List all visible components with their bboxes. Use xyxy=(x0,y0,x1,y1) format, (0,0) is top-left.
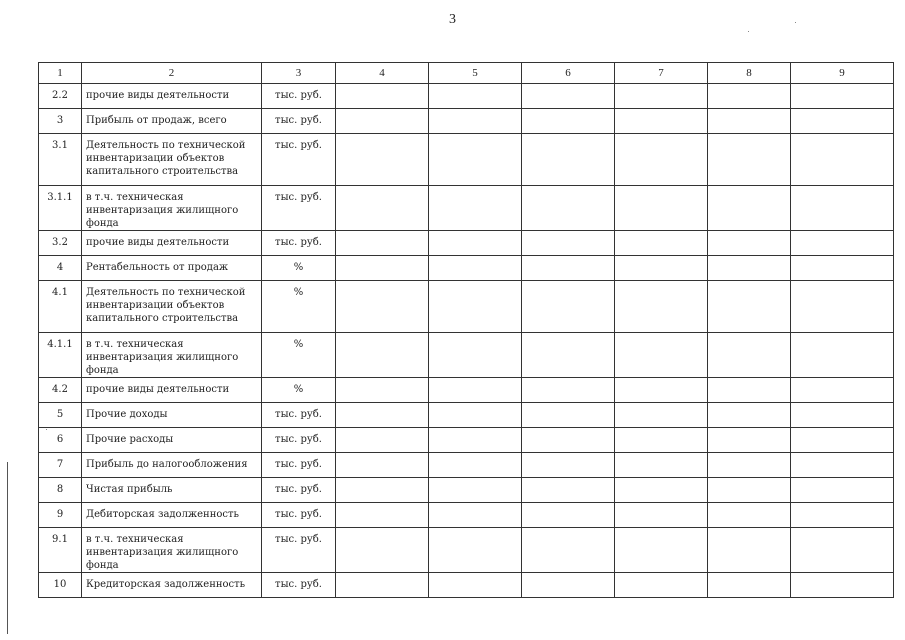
row-indicator-name: Чистая прибыль xyxy=(82,478,262,503)
value-cell-col-9 xyxy=(791,528,894,573)
row-unit: тыс. руб. xyxy=(262,528,336,573)
value-cell-col-6 xyxy=(522,109,615,134)
value-cell-col-7 xyxy=(615,403,708,428)
row-number: 4.2 xyxy=(39,378,82,403)
value-cell-col-8 xyxy=(708,333,791,378)
row-number: 3.1.1 xyxy=(39,186,82,231)
value-cell-col-8 xyxy=(708,256,791,281)
value-cell-col-8 xyxy=(708,428,791,453)
row-number: 3 xyxy=(39,109,82,134)
row-unit: тыс. руб. xyxy=(262,428,336,453)
table-row xyxy=(39,428,894,453)
report-table-body xyxy=(39,63,894,598)
value-cell-col-5 xyxy=(429,281,522,333)
value-cell-col-4 xyxy=(336,478,429,503)
value-cell-col-8 xyxy=(708,378,791,403)
value-cell-col-4 xyxy=(336,503,429,528)
table-row xyxy=(39,403,894,428)
row-unit: тыс. руб. xyxy=(262,84,336,109)
value-cell-col-8 xyxy=(708,281,791,333)
value-cell-col-5 xyxy=(429,231,522,256)
value-cell-col-6 xyxy=(522,281,615,333)
value-cell-col-6 xyxy=(522,84,615,109)
value-cell-col-6 xyxy=(522,503,615,528)
value-cell-col-7 xyxy=(615,281,708,333)
table-row xyxy=(39,333,894,378)
value-cell-col-6 xyxy=(522,573,615,598)
row-number: 6 xyxy=(39,428,82,453)
row-number: 5 xyxy=(39,403,82,428)
row-number: 3.1 xyxy=(39,134,82,186)
table-row xyxy=(39,134,894,186)
value-cell-col-9 xyxy=(791,478,894,503)
value-cell-col-5 xyxy=(429,109,522,134)
row-unit: тыс. руб. xyxy=(262,503,336,528)
row-unit: тыс. руб. xyxy=(262,573,336,598)
row-unit: тыс. руб. xyxy=(262,186,336,231)
value-cell-col-9 xyxy=(791,281,894,333)
value-cell-col-6 xyxy=(522,256,615,281)
row-indicator-name: в т.ч. техническая инвентаризация жилищного фонда xyxy=(82,528,262,573)
header-cell: 2 xyxy=(82,63,262,84)
value-cell-col-6 xyxy=(522,403,615,428)
value-cell-col-8 xyxy=(708,109,791,134)
value-cell-col-9 xyxy=(791,231,894,256)
row-number: 9.1 xyxy=(39,528,82,573)
row-number: 4 xyxy=(39,256,82,281)
value-cell-col-7 xyxy=(615,134,708,186)
value-cell-col-4 xyxy=(336,109,429,134)
value-cell-col-4 xyxy=(336,333,429,378)
row-unit: % xyxy=(262,281,336,333)
row-unit: тыс. руб. xyxy=(262,231,336,256)
value-cell-col-7 xyxy=(615,528,708,573)
value-cell-col-5 xyxy=(429,528,522,573)
value-cell-col-7 xyxy=(615,428,708,453)
value-cell-col-8 xyxy=(708,186,791,231)
table-row xyxy=(39,528,894,573)
value-cell-col-8 xyxy=(708,403,791,428)
value-cell-col-5 xyxy=(429,256,522,281)
row-number: 4.1 xyxy=(39,281,82,333)
row-unit: тыс. руб. xyxy=(262,403,336,428)
row-indicator-name: прочие виды деятельности xyxy=(82,378,262,403)
row-unit: тыс. руб. xyxy=(262,134,336,186)
header-cell: 3 xyxy=(262,63,336,84)
value-cell-col-7 xyxy=(615,478,708,503)
value-cell-col-8 xyxy=(708,503,791,528)
value-cell-col-5 xyxy=(429,573,522,598)
header-cell: 5 xyxy=(429,63,522,84)
value-cell-col-5 xyxy=(429,478,522,503)
row-indicator-name: прочие виды деятельности xyxy=(82,231,262,256)
row-number: 2.2 xyxy=(39,84,82,109)
value-cell-col-7 xyxy=(615,453,708,478)
scan-speck xyxy=(748,31,749,32)
row-number: 3.2 xyxy=(39,231,82,256)
report-table xyxy=(38,62,894,598)
table-row xyxy=(39,503,894,528)
row-number: 4.1.1 xyxy=(39,333,82,378)
row-unit: % xyxy=(262,378,336,403)
value-cell-col-7 xyxy=(615,84,708,109)
value-cell-col-6 xyxy=(522,453,615,478)
value-cell-col-7 xyxy=(615,503,708,528)
value-cell-col-5 xyxy=(429,503,522,528)
value-cell-col-6 xyxy=(522,378,615,403)
table-row xyxy=(39,453,894,478)
row-number: 7 xyxy=(39,453,82,478)
value-cell-col-6 xyxy=(522,528,615,573)
value-cell-col-7 xyxy=(615,573,708,598)
row-unit: тыс. руб. xyxy=(262,109,336,134)
scan-speck xyxy=(795,22,796,23)
value-cell-col-5 xyxy=(429,378,522,403)
row-indicator-name: Деятельность по технической инвентаризации объектов капитального строительства xyxy=(82,134,262,186)
table-row xyxy=(39,231,894,256)
table-row xyxy=(39,84,894,109)
value-cell-col-5 xyxy=(429,186,522,231)
value-cell-col-4 xyxy=(336,134,429,186)
row-indicator-name: Деятельность по технической инвентаризации объектов капитального строительства xyxy=(82,281,262,333)
value-cell-col-9 xyxy=(791,378,894,403)
row-indicator-name: Прибыль до налогообложения xyxy=(82,453,262,478)
row-indicator-name: Кредиторская задолженность xyxy=(82,573,262,598)
header-row xyxy=(39,63,894,84)
value-cell-col-9 xyxy=(791,256,894,281)
value-cell-col-6 xyxy=(522,333,615,378)
row-unit: % xyxy=(262,333,336,378)
row-indicator-name: в т.ч. техническая инвентаризация жилищного фонда xyxy=(82,333,262,378)
value-cell-col-9 xyxy=(791,333,894,378)
value-cell-col-5 xyxy=(429,453,522,478)
value-cell-col-5 xyxy=(429,403,522,428)
value-cell-col-8 xyxy=(708,84,791,109)
value-cell-col-4 xyxy=(336,256,429,281)
value-cell-col-4 xyxy=(336,403,429,428)
row-indicator-name: в т.ч. техническая инвентаризация жилищного фонда xyxy=(82,186,262,231)
table-row xyxy=(39,281,894,333)
table-row xyxy=(39,256,894,281)
value-cell-col-9 xyxy=(791,453,894,478)
row-number: 9 xyxy=(39,503,82,528)
table-row xyxy=(39,573,894,598)
value-cell-col-8 xyxy=(708,478,791,503)
value-cell-col-9 xyxy=(791,186,894,231)
value-cell-col-9 xyxy=(791,84,894,109)
scan-margin-line xyxy=(7,462,8,634)
value-cell-col-6 xyxy=(522,428,615,453)
value-cell-col-4 xyxy=(336,528,429,573)
row-indicator-name: Прибыль от продаж, всего xyxy=(82,109,262,134)
value-cell-col-8 xyxy=(708,453,791,478)
value-cell-col-4 xyxy=(336,378,429,403)
value-cell-col-9 xyxy=(791,403,894,428)
header-cell: 8 xyxy=(708,63,791,84)
value-cell-col-5 xyxy=(429,333,522,378)
value-cell-col-5 xyxy=(429,84,522,109)
value-cell-col-4 xyxy=(336,573,429,598)
value-cell-col-7 xyxy=(615,333,708,378)
header-cell: 6 xyxy=(522,63,615,84)
header-cell: 9 xyxy=(791,63,894,84)
header-cell: 1 xyxy=(39,63,82,84)
value-cell-col-9 xyxy=(791,109,894,134)
value-cell-col-9 xyxy=(791,428,894,453)
row-indicator-name: Рентабельность от продаж xyxy=(82,256,262,281)
table-row xyxy=(39,478,894,503)
value-cell-col-8 xyxy=(708,573,791,598)
value-cell-col-6 xyxy=(522,478,615,503)
header-cell: 7 xyxy=(615,63,708,84)
value-cell-col-8 xyxy=(708,528,791,573)
row-unit: тыс. руб. xyxy=(262,478,336,503)
value-cell-col-7 xyxy=(615,256,708,281)
value-cell-col-7 xyxy=(615,109,708,134)
value-cell-col-4 xyxy=(336,428,429,453)
value-cell-col-7 xyxy=(615,378,708,403)
table-row xyxy=(39,186,894,231)
value-cell-col-6 xyxy=(522,231,615,256)
value-cell-col-7 xyxy=(615,186,708,231)
row-indicator-name: Дебиторская задолженность xyxy=(82,503,262,528)
page-number: 3 xyxy=(449,12,456,27)
row-indicator-name: Прочие расходы xyxy=(82,428,262,453)
value-cell-col-4 xyxy=(336,84,429,109)
row-unit: тыс. руб. xyxy=(262,453,336,478)
value-cell-col-4 xyxy=(336,186,429,231)
value-cell-col-5 xyxy=(429,428,522,453)
value-cell-col-8 xyxy=(708,231,791,256)
value-cell-col-8 xyxy=(708,134,791,186)
row-number: 8 xyxy=(39,478,82,503)
value-cell-col-4 xyxy=(336,453,429,478)
row-indicator-name: Прочие доходы xyxy=(82,403,262,428)
header-cell: 4 xyxy=(336,63,429,84)
value-cell-col-5 xyxy=(429,134,522,186)
row-unit: % xyxy=(262,256,336,281)
value-cell-col-7 xyxy=(615,231,708,256)
value-cell-col-6 xyxy=(522,186,615,231)
value-cell-col-6 xyxy=(522,134,615,186)
value-cell-col-4 xyxy=(336,231,429,256)
row-indicator-name: прочие виды деятельности xyxy=(82,84,262,109)
table-row xyxy=(39,109,894,134)
value-cell-col-9 xyxy=(791,503,894,528)
value-cell-col-9 xyxy=(791,573,894,598)
table-row xyxy=(39,378,894,403)
value-cell-col-4 xyxy=(336,281,429,333)
row-number: 10 xyxy=(39,573,82,598)
value-cell-col-9 xyxy=(791,134,894,186)
